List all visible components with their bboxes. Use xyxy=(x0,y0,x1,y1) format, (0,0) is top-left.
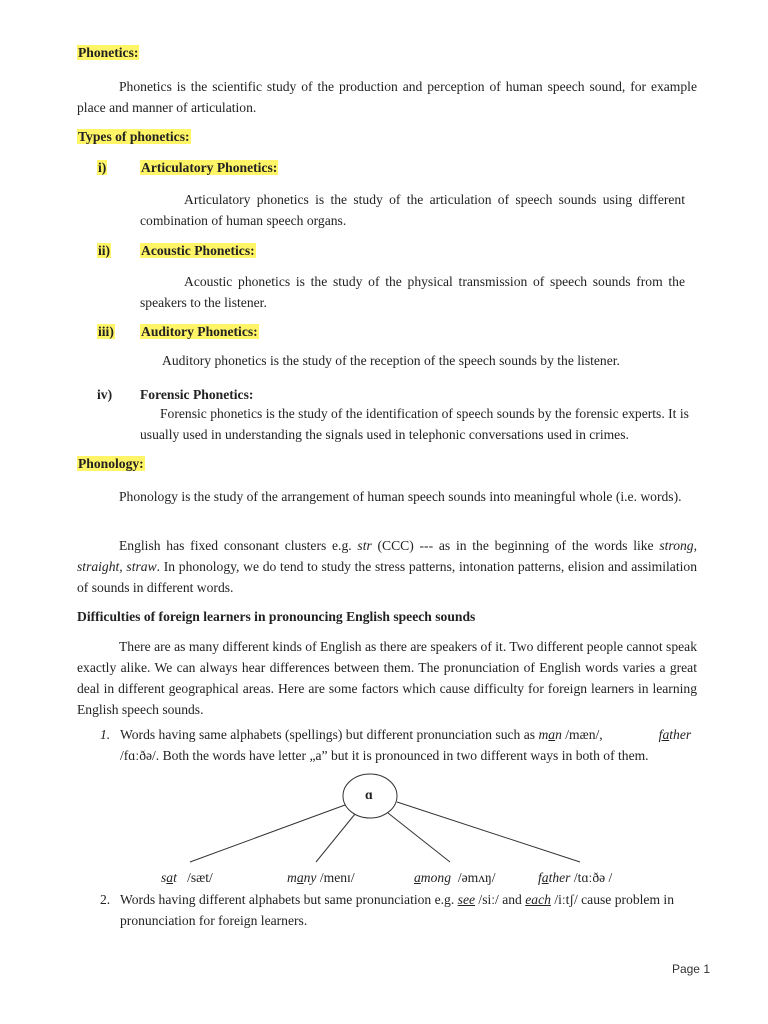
diagram-branch-father xyxy=(397,802,580,862)
diagram-branch-many xyxy=(316,814,355,862)
item-title-acoustic: Acoustic Phonetics: xyxy=(141,243,255,258)
list-item-2-text: Words having different alphabets but same pronunciation e.g. see /siː/ and each /iːtʃ/ cause problem in pronunciation for foreign learners. xyxy=(120,892,674,928)
list-item-1-text: Words having same alphabets (spellings) but different pronunciation such as man /mæn/, father /fɑːðə/. Both the words have letter „a” but it is pronounced in two different ways in both of them. xyxy=(120,727,692,763)
section-heading-types: Types of phonetics: xyxy=(78,129,190,144)
diagram-branch-sat xyxy=(190,805,345,862)
phonology-paragraph-1: Phonology is the study of the arrangement of human speech sounds into meaningful whole (i.e. words). xyxy=(119,489,682,504)
item-number-i: i) xyxy=(98,160,107,175)
forensic-paragraph: Forensic phonetics is the study of the identification of speech sounds by the forensic experts. It is usually used in understanding the signals used in telephonic conversations used in crimes. xyxy=(140,406,689,442)
articulatory-paragraph: Articulatory phonetics is the study of the articulation of speech sounds using different combination of human speech organs. xyxy=(140,192,685,228)
phonetics-paragraph: Phonetics is the scientific study of the production and perception of human speech sound, for example place and manner of articulation. xyxy=(77,79,697,115)
diagram-center-symbol: ɑ xyxy=(365,787,373,802)
diagram-branch-among xyxy=(388,813,450,862)
item-number-iv: iv) xyxy=(97,387,113,402)
page-number: Page 1 xyxy=(671,962,710,976)
difficulties-intro: There are as many different kinds of English as there are speakers of it. Two different people cannot speak exactly alike. We can always hear differences between them. The pronunciation of English words varies a great deal in different geographical areas. Here are some factors which cause difficulty for foreign learners in learning English speech sounds. xyxy=(77,639,697,717)
diagram-word-among: among /əmʌŋ/ xyxy=(414,870,496,885)
acoustic-paragraph: Acoustic phonetics is the study of the physical transmission of speech sounds from the speakers to the listener. xyxy=(140,274,685,310)
item-title-auditory: Auditory Phonetics: xyxy=(141,324,258,339)
diagram-word-father: father /tɑːðə / xyxy=(538,870,613,885)
section-heading-phonology: Phonology: xyxy=(78,456,144,471)
section-heading-phonetics: Phonetics: xyxy=(78,45,139,60)
item-number-ii: ii) xyxy=(98,243,111,258)
item-title-articulatory: Articulatory Phonetics: xyxy=(141,160,278,175)
list-number-1: 1. xyxy=(100,727,111,742)
item-title-forensic: Forensic Phonetics: xyxy=(140,387,254,402)
auditory-paragraph: Auditory phonetics is the study of the reception of the speech sounds by the listener. xyxy=(162,353,620,368)
section-heading-difficulties: Difficulties of foreign learners in pronouncing English speech sounds xyxy=(77,609,476,624)
list-number-2: 2. xyxy=(100,892,111,907)
item-number-iii: iii) xyxy=(98,324,114,339)
diagram-word-sat: sat /sæt/ xyxy=(161,870,213,885)
phonology-paragraph-2: English has fixed consonant clusters e.g. str (CCC) --- as in the beginning of the words like strong, straight, straw. In phonology, we do tend to study the stress patterns, intonation patterns, elision and assimilation of sounds in different words. xyxy=(77,538,697,595)
diagram-word-many: many /menɪ/ xyxy=(287,870,355,885)
